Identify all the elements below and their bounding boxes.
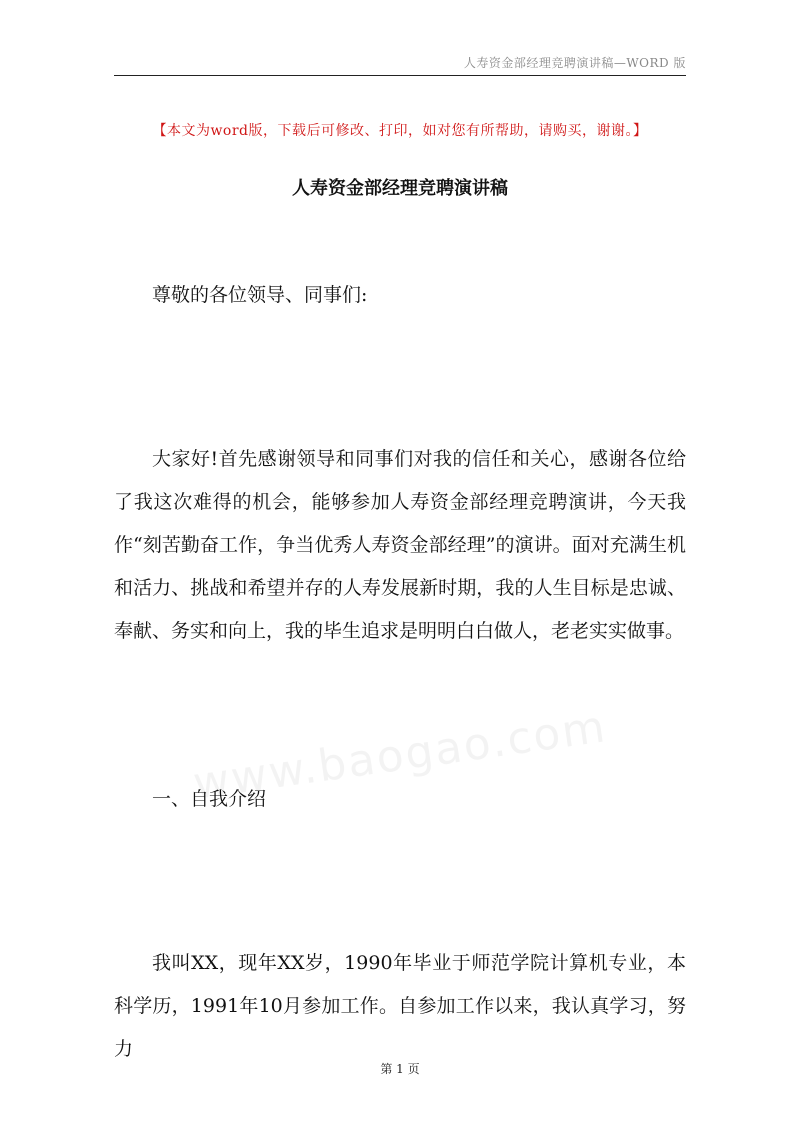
intro-paragraph: 大家好!首先感谢领导和同事们对我的信任和关心，感谢各位给了我这次难得的机会，能够参加人寿资金部经理竞聘演讲，今天我作“刻苦勤奋工作，争当优秀人寿资金部经理”的演讲。面对充满生机和活力、挑战和希望并存的人寿发展新时期，我的人生目标是忠诚、奉献、务实和向上，我的毕生追求是明明白白做人，老老实实做事。 bbox=[114, 448, 686, 642]
section-heading: 一、自我介绍 bbox=[152, 788, 267, 810]
page-number: 第 1 页 bbox=[380, 1062, 420, 1076]
bio-paragraph: 我叫XX，现年XX岁，1990年毕业于师范学院计算机专业，本科学历，1991年10月参加工作。自参加工作以来，我认真学习，努力 bbox=[114, 952, 686, 1060]
header-title: 人寿资金部经理竞聘演讲稿—WORD 版 bbox=[463, 56, 686, 70]
greeting-paragraph: 尊敬的各位领导、同事们: bbox=[152, 284, 368, 306]
document-title: 人寿资金部经理竞聘演讲稿 bbox=[292, 178, 508, 199]
header-rule bbox=[114, 75, 686, 76]
download-notice: 【本文为word版，下载后可修改、打印，如对您有所帮助，请购买，谢谢。】 bbox=[152, 123, 648, 139]
